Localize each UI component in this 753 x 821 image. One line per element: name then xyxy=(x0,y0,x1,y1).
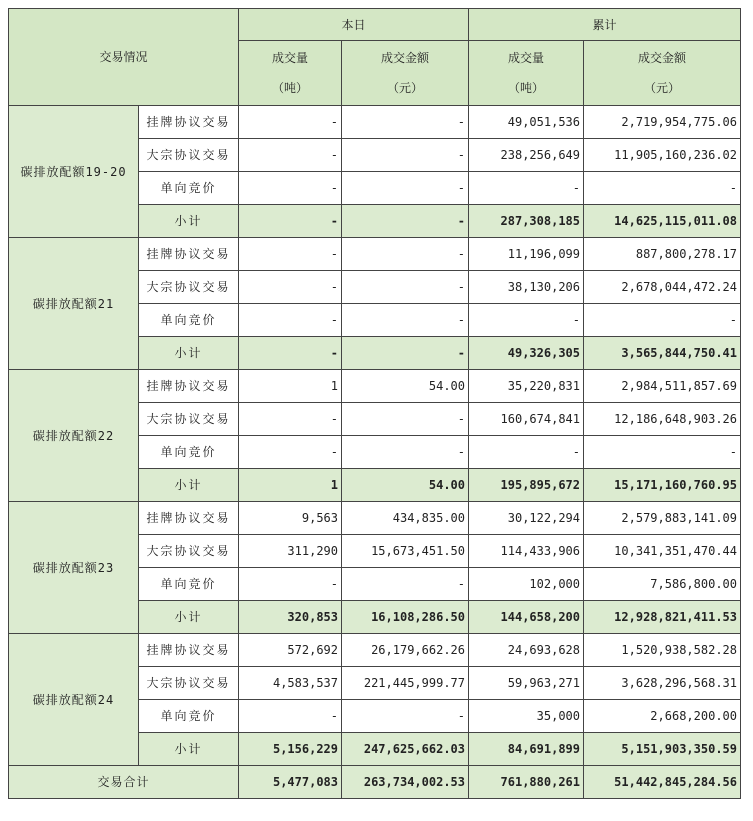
today-amount: - xyxy=(342,172,469,205)
trade-type: 挂牌协议交易 xyxy=(139,502,239,535)
total-today-amount: 263,734,002.53 xyxy=(342,766,469,799)
today-volume: - xyxy=(239,700,342,733)
trade-type: 小计 xyxy=(139,601,239,634)
group-name: 碳排放配额24 xyxy=(9,634,139,766)
cumulative-volume: 114,433,906 xyxy=(469,535,584,568)
trade-type: 小计 xyxy=(139,469,239,502)
today-amount: 16,108,286.50 xyxy=(342,601,469,634)
trade-type: 单向竞价 xyxy=(139,568,239,601)
header-today-amount xyxy=(342,41,469,106)
today-volume: 5,156,229 xyxy=(239,733,342,766)
trade-type: 大宗协议交易 xyxy=(139,403,239,436)
cumulative-volume: 11,196,099 xyxy=(469,238,584,271)
today-volume: 1 xyxy=(239,370,342,403)
cumulative-volume: - xyxy=(469,304,584,337)
today-volume: 1 xyxy=(239,469,342,502)
today-amount: - xyxy=(342,700,469,733)
table-row xyxy=(9,502,741,535)
cumulative-amount: 3,628,296,568.31 xyxy=(584,667,741,700)
cumulative-volume: 24,693,628 xyxy=(469,634,584,667)
total-today-volume: 5,477,083 xyxy=(239,766,342,799)
header-volume-label: 成交量 xyxy=(507,51,544,65)
cumulative-amount: 2,719,954,775.06 xyxy=(584,106,741,139)
trade-type: 小计 xyxy=(139,733,239,766)
today-volume: - xyxy=(239,337,342,370)
today-volume: 4,583,537 xyxy=(239,667,342,700)
cumulative-amount: - xyxy=(584,172,741,205)
header-volume-unit: （吨） xyxy=(271,81,308,95)
trade-type: 单向竞价 xyxy=(139,304,239,337)
today-volume: - xyxy=(239,172,342,205)
cumulative-amount: 12,928,821,411.53 xyxy=(584,601,741,634)
cumulative-volume: 38,130,206 xyxy=(469,271,584,304)
header-amount-unit: （元） xyxy=(643,81,680,95)
table-row xyxy=(9,238,741,271)
cumulative-amount: 2,678,044,472.24 xyxy=(584,271,741,304)
cumulative-volume: 238,256,649 xyxy=(469,139,584,172)
cumulative-amount: 10,341,351,470.44 xyxy=(584,535,741,568)
today-volume: 572,692 xyxy=(239,634,342,667)
cumulative-volume: 35,220,831 xyxy=(469,370,584,403)
header-trade-info: 交易情况 xyxy=(9,9,239,106)
group-name: 碳排放配额21 xyxy=(9,238,139,370)
cumulative-amount: 1,520,938,582.28 xyxy=(584,634,741,667)
header-today-volume xyxy=(239,41,342,106)
header-volume-unit: （吨） xyxy=(507,81,544,95)
trade-type: 挂牌协议交易 xyxy=(139,106,239,139)
trade-type: 大宗协议交易 xyxy=(139,535,239,568)
cumulative-amount: 2,984,511,857.69 xyxy=(584,370,741,403)
today-volume: - xyxy=(239,139,342,172)
header-amount-label: 成交金额 xyxy=(380,51,429,65)
trade-type: 大宗协议交易 xyxy=(139,667,239,700)
trade-type: 小计 xyxy=(139,337,239,370)
cumulative-volume: 102,000 xyxy=(469,568,584,601)
header-amount-unit: （元） xyxy=(386,81,423,95)
total-row xyxy=(9,766,741,799)
trade-type: 挂牌协议交易 xyxy=(139,370,239,403)
today-volume: - xyxy=(239,205,342,238)
today-amount: 221,445,999.77 xyxy=(342,667,469,700)
today-amount: - xyxy=(342,403,469,436)
today-volume: 320,853 xyxy=(239,601,342,634)
header-row-1 xyxy=(9,9,741,41)
today-amount: 54.00 xyxy=(342,370,469,403)
today-amount: - xyxy=(342,568,469,601)
today-amount: - xyxy=(342,238,469,271)
cumulative-amount: - xyxy=(584,436,741,469)
cumulative-amount: 2,668,200.00 xyxy=(584,700,741,733)
header-cumulative: 累计 xyxy=(469,9,741,41)
today-amount: 247,625,662.03 xyxy=(342,733,469,766)
cumulative-volume: 49,051,536 xyxy=(469,106,584,139)
cumulative-amount: 14,625,115,011.08 xyxy=(584,205,741,238)
cumulative-amount: 12,186,648,903.26 xyxy=(584,403,741,436)
group-name: 碳排放配额23 xyxy=(9,502,139,634)
today-volume: - xyxy=(239,436,342,469)
trade-type: 小计 xyxy=(139,205,239,238)
header-cum-volume xyxy=(469,41,584,106)
cumulative-volume: 287,308,185 xyxy=(469,205,584,238)
trade-type: 单向竞价 xyxy=(139,700,239,733)
carbon-trade-table xyxy=(8,8,741,799)
group-name: 碳排放配额19-20 xyxy=(9,106,139,238)
trade-type: 单向竞价 xyxy=(139,436,239,469)
cumulative-amount: 11,905,160,236.02 xyxy=(584,139,741,172)
today-amount: - xyxy=(342,106,469,139)
today-volume: - xyxy=(239,271,342,304)
today-volume: - xyxy=(239,568,342,601)
cumulative-volume: - xyxy=(469,172,584,205)
cumulative-volume: - xyxy=(469,436,584,469)
today-amount: 26,179,662.26 xyxy=(342,634,469,667)
cumulative-volume: 195,895,672 xyxy=(469,469,584,502)
trade-type: 挂牌协议交易 xyxy=(139,634,239,667)
trade-type: 大宗协议交易 xyxy=(139,271,239,304)
header-today: 本日 xyxy=(239,9,469,41)
today-volume: - xyxy=(239,403,342,436)
today-amount: - xyxy=(342,337,469,370)
today-amount: 54.00 xyxy=(342,469,469,502)
cumulative-amount: - xyxy=(584,304,741,337)
table-row xyxy=(9,106,741,139)
cumulative-volume: 59,963,271 xyxy=(469,667,584,700)
cumulative-volume: 35,000 xyxy=(469,700,584,733)
cumulative-amount: 5,151,903,350.59 xyxy=(584,733,741,766)
cumulative-volume: 84,691,899 xyxy=(469,733,584,766)
today-amount: - xyxy=(342,436,469,469)
today-volume: - xyxy=(239,106,342,139)
today-amount: 434,835.00 xyxy=(342,502,469,535)
today-amount: - xyxy=(342,205,469,238)
cumulative-amount: 15,171,160,760.95 xyxy=(584,469,741,502)
cumulative-amount: 2,579,883,141.09 xyxy=(584,502,741,535)
total-label: 交易合计 xyxy=(9,766,239,799)
table-row xyxy=(9,634,741,667)
group-name: 碳排放配额22 xyxy=(9,370,139,502)
cumulative-volume: 144,658,200 xyxy=(469,601,584,634)
today-volume: 311,290 xyxy=(239,535,342,568)
cumulative-volume: 30,122,294 xyxy=(469,502,584,535)
today-amount: - xyxy=(342,139,469,172)
today-amount: 15,673,451.50 xyxy=(342,535,469,568)
trade-type: 挂牌协议交易 xyxy=(139,238,239,271)
trade-type: 单向竞价 xyxy=(139,172,239,205)
cumulative-volume: 49,326,305 xyxy=(469,337,584,370)
today-amount: - xyxy=(342,304,469,337)
total-cumulative-volume: 761,880,261 xyxy=(469,766,584,799)
today-volume: 9,563 xyxy=(239,502,342,535)
trade-type: 大宗协议交易 xyxy=(139,139,239,172)
cumulative-amount: 3,565,844,750.41 xyxy=(584,337,741,370)
today-volume: - xyxy=(239,238,342,271)
header-volume-label: 成交量 xyxy=(271,51,308,65)
header-amount-label: 成交金额 xyxy=(637,51,686,65)
cumulative-amount: 7,586,800.00 xyxy=(584,568,741,601)
cumulative-volume: 160,674,841 xyxy=(469,403,584,436)
today-volume: - xyxy=(239,304,342,337)
cumulative-amount: 887,800,278.17 xyxy=(584,238,741,271)
today-amount: - xyxy=(342,271,469,304)
header-cum-amount xyxy=(584,41,741,106)
table-row xyxy=(9,370,741,403)
total-cumulative-amount: 51,442,845,284.56 xyxy=(584,766,741,799)
